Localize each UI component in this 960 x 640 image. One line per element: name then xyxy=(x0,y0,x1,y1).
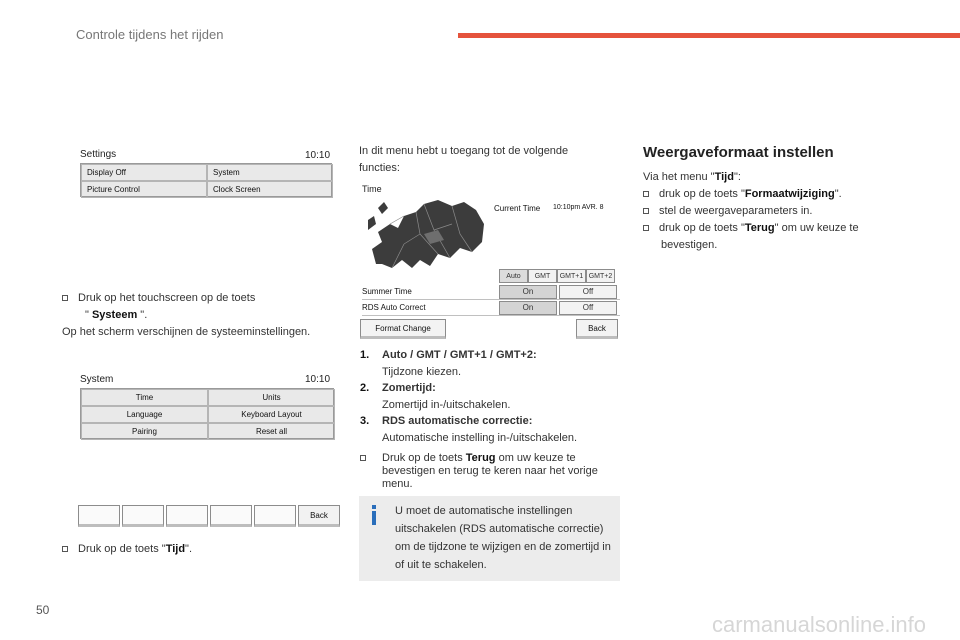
checkbox-bullet-icon xyxy=(643,208,649,214)
back-button[interactable]: Back xyxy=(298,505,340,527)
summer-time-on-button[interactable]: On xyxy=(499,285,557,299)
list-item: 3. RDS automatische correctie: xyxy=(360,415,533,427)
watermark-text: carmanualsonline.info xyxy=(712,612,927,637)
menu-item-pairing[interactable]: Pairing xyxy=(81,423,208,440)
page-header-title: Controle tijdens het rijden xyxy=(76,27,224,42)
summer-time-label: Summer Time xyxy=(362,287,412,296)
step3-instruction: Druk op de toets Terug om uw keuze te bevestigen en terug te keren naar het vorige menu. xyxy=(360,452,610,491)
section-heading: Weergaveformaat instellen xyxy=(643,144,834,161)
section-bullet-1: druk op de toets "Formaatwijziging". xyxy=(643,186,903,203)
menu-item-system[interactable]: System xyxy=(207,164,333,181)
softkey-blank-5[interactable] xyxy=(254,505,296,527)
settings-menu-grid xyxy=(80,163,332,197)
section-bullet-3: druk op de toets "Terug" om uw keuze te bevestigen. xyxy=(643,220,903,254)
checkbox-bullet-icon xyxy=(643,191,649,197)
section-bullet-2: stel de weergaveparameters in. xyxy=(643,203,903,220)
settings-screen-title: Settings xyxy=(80,149,117,160)
rds-auto-correct-row xyxy=(362,300,620,316)
tz-option-auto[interactable]: Auto xyxy=(499,269,528,283)
menu-item-keyboard-layout[interactable]: Keyboard Layout xyxy=(208,406,335,423)
list-item: 1. Auto / GMT / GMT+1 / GMT+2: xyxy=(360,349,537,361)
list-item-desc: Tijdzone kiezen. xyxy=(382,365,462,378)
timezone-selector xyxy=(499,269,615,283)
tz-option-gmt1[interactable]: GMT+1 xyxy=(557,269,586,283)
menu-item-time[interactable]: Time xyxy=(81,389,208,406)
summer-time-off-button[interactable]: Off xyxy=(559,285,617,299)
menu-item-reset-all[interactable]: Reset all xyxy=(208,423,335,440)
rds-auto-correct-label: RDS Auto Correct xyxy=(362,303,426,312)
list-item-desc: Automatische instelling in-/uitschakelen. xyxy=(382,431,578,444)
softkey-blank-4[interactable] xyxy=(210,505,252,527)
rds-off-button[interactable]: Off xyxy=(559,301,617,315)
list-item-desc: Zomertijd in-/uitschakelen. xyxy=(382,398,511,411)
europe-map-icon[interactable] xyxy=(364,194,492,276)
time-back-button[interactable]: Back xyxy=(576,319,618,339)
settings-screen-time: 10:10 xyxy=(305,150,331,161)
checkbox-bullet-icon xyxy=(62,295,68,301)
tz-option-gmt[interactable]: GMT xyxy=(528,269,557,283)
format-change-button[interactable]: Format Change xyxy=(360,319,446,339)
menu-item-display-off[interactable]: Display Off xyxy=(81,164,207,181)
header-accent-bar xyxy=(458,33,960,38)
system-screen-title: System xyxy=(80,374,114,385)
info-icon xyxy=(369,505,379,525)
system-screen-time: 10:10 xyxy=(305,374,331,385)
display-format-instructions xyxy=(643,169,903,254)
time-screen xyxy=(360,184,622,342)
list-item: 2. Zomertijd: xyxy=(360,382,436,394)
rds-on-button[interactable]: On xyxy=(499,301,557,315)
section-intro: Via het menu "Tijd": xyxy=(643,171,741,183)
step1-instruction: Druk op het touchscreen op de toets " Systeem ". Op het scherm verschijnen de systeeminstellingen. xyxy=(62,290,342,341)
checkbox-bullet-icon xyxy=(360,455,366,461)
info-text: U moet de automatische instellingen uitschakelen (RDS automatische correctie) om de tijdzone te wijzigen en de zomertijd in of uit te schakelen. xyxy=(395,505,611,571)
menu-item-units[interactable]: Units xyxy=(208,389,335,406)
tz-option-gmt2[interactable]: GMT+2 xyxy=(586,269,615,283)
checkbox-bullet-icon xyxy=(643,225,649,231)
summer-time-row xyxy=(362,284,620,300)
menu-item-picture-control[interactable]: Picture Control xyxy=(81,181,207,198)
current-time-value: 10:10pm AVR. 8 xyxy=(553,204,604,211)
page-number: 50 xyxy=(36,603,50,617)
time-screen-title: Time xyxy=(362,184,382,194)
current-time-label: Current Time xyxy=(494,204,541,213)
info-box xyxy=(359,496,620,581)
softkey-blank-3[interactable] xyxy=(166,505,208,527)
menu-item-language[interactable]: Language xyxy=(81,406,208,423)
menu-item-clock-screen[interactable]: Clock Screen xyxy=(207,181,333,198)
checkbox-bullet-icon xyxy=(62,546,68,552)
softkey-button-bar xyxy=(78,505,340,527)
softkey-blank-2[interactable] xyxy=(122,505,164,527)
softkey-blank-1[interactable] xyxy=(78,505,120,527)
numbered-function-list xyxy=(360,347,577,446)
system-menu-grid xyxy=(80,388,334,439)
step2-instruction: Druk op de toets "Tijd". xyxy=(62,541,192,558)
step1-result: Op het scherm verschijnen de systeeminstellingen. xyxy=(62,326,311,338)
intro-text: In dit menu hebt u toegang tot de volgende functies: xyxy=(359,145,569,174)
